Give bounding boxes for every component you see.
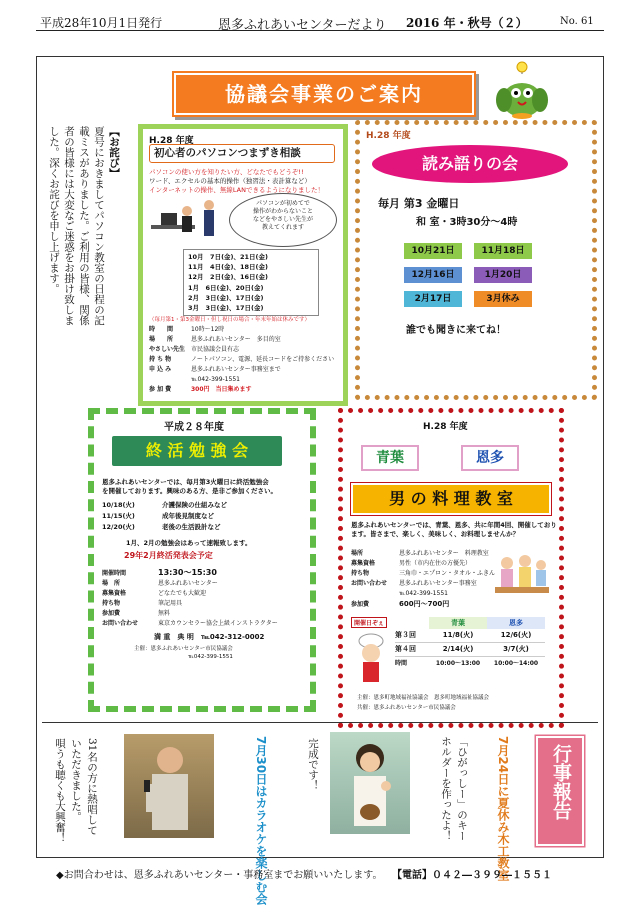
mens-cooking-class-flyer — [338, 408, 564, 728]
cooking-tag-aoba: 青葉 — [361, 445, 419, 471]
shukatsu-organizer: 主催：恩多ふれあいセンター市民協議会 — [134, 646, 233, 652]
karaoke-photo — [124, 734, 214, 838]
shukatsu-tel: ℡042-399-1551 — [188, 654, 233, 660]
pc-detail-row: 場 所 恩多ふれあいセンター 多目的室 — [149, 336, 281, 343]
pc-schedule-table — [183, 249, 319, 316]
schedule-row: 12月 2日(金)、16日(金) — [188, 273, 268, 282]
apology-line: 載ミスがありました。ご利用の皆様、関係 — [78, 126, 90, 326]
singer-photo-icon — [124, 734, 214, 838]
session-row: 11/15(火) 成年後見制度など — [102, 512, 214, 520]
shukatsu-intro: 恩多ふれあいセンターでは、毎月第3火曜日に終活勉強会 を開催しております。興味のある方、是非ご参加ください。 — [102, 478, 277, 495]
issue-date: 平成28年10月1日発行 — [40, 16, 163, 30]
pc-consultation-flyer — [138, 124, 348, 406]
reading-date-cell: 2月17日 — [404, 291, 462, 307]
schedule-row: 1月 6日(金)、20日(金) — [188, 283, 264, 292]
pc-detail-row: ℡042-399-1551 — [191, 376, 240, 383]
summer-workshop-text: 「ひがっしー」のキー ホルダーを作ったよ！ — [440, 736, 468, 841]
shukatsu-title: 終 活 勉 強 会 — [112, 436, 282, 466]
mascot-icon — [492, 60, 554, 120]
bubble-line: 操作がわからないこと — [252, 208, 313, 215]
pc-detail-row: 参 加 費 300円 当日集めます — [149, 386, 252, 393]
reading-date-cell: 12月16日 — [404, 267, 462, 283]
pc-line: インターネットの操作、無線LANできるようになりました！ — [149, 186, 324, 194]
reading-title: 読み語りの会 — [372, 145, 568, 183]
summer-workshop-title: 7月24日に夏休み木工教室 — [496, 736, 510, 882]
child-photo-icon — [330, 732, 410, 834]
cooking-details: 場所 恩多ふれあいセンター 料理教室 募集資格 男性（市内在住の方優先） 持ち物 三角巾・エプロン・タオル・ふきん お問い合わせ 恩多ふれあいセンター事務室 ℡042-399-1551 参加費 600円～700円 — [351, 550, 496, 608]
schedule-row: 3月 3日(金)、17日(金) — [188, 304, 264, 313]
schedule-row: 2月 3日(金)、17日(金) — [188, 293, 264, 302]
pc-year: H.28 年度 — [149, 136, 194, 146]
schedule-row: 11月 4日(金)、18日(金) — [188, 263, 268, 272]
cooking-row: 第３回 11/8(火) 12/6(火) — [395, 629, 545, 643]
reading-date-cell: 3月休み — [474, 291, 532, 307]
bubble-line: パソコンが初めてで — [256, 200, 310, 207]
header-rule — [36, 30, 604, 31]
workshop-photo — [330, 732, 410, 834]
event-report-label: 行事報告 — [536, 736, 584, 846]
pc-detail-row: 申 込 み 恩多ふれあいセンター事務室まで — [149, 366, 281, 373]
pc-title: 初心者のパソコンつまずき相談 — [149, 144, 335, 163]
pc-details — [149, 325, 334, 395]
cooking-people-illustration-icon — [493, 553, 551, 597]
reading-tagline: 誰でも聞きに来てね！ — [406, 325, 506, 336]
apology-line: 者の皆様には大変なご迷惑をお掛け致しま — [63, 126, 75, 326]
cooking-year: H.28 年度 — [423, 422, 468, 432]
reading-year: H.28 年度 — [366, 131, 411, 141]
issue-label: 2016 年・秋号（２） — [406, 16, 528, 30]
reading-flyer — [355, 120, 597, 400]
pc-lesson-illustration-icon — [147, 195, 227, 245]
apology-line: 夏号におきましてパソコン教室の日程の記 — [93, 126, 105, 326]
footer-contact: ◆お問合わせは、恩多ふれあいセンター・事務室までお願いいたします。 — [56, 870, 383, 881]
bubble-line: 教えてくれます — [261, 224, 304, 231]
reading-date-cell: 11月18日 — [474, 243, 532, 259]
cooking-tag-onta: 恩多 — [461, 445, 519, 471]
apology-line: した。深くお詫びを申し上げます。 — [48, 126, 60, 294]
issue-number: No. 61 — [560, 16, 594, 27]
cooking-intro: 恩多ふれあいセンターでは、青葉、恩多、共に年間4回、開催しており ます。皆さまで、楽しく、美味しく、お料理しませんか？ — [351, 521, 557, 538]
shukatsu-note: 1月、2月の勉強会はあって速報致します。 — [126, 539, 252, 547]
workshop-complete: 完成です！ — [307, 738, 319, 791]
section-banner: 協議会事業のご案内 — [174, 73, 474, 115]
pc-detail-row: 持 ち 物 ノートパソコン、電源、延長コードをご持参ください — [149, 356, 335, 363]
cooking-table-label: 開催日ぞぇ — [351, 617, 387, 628]
cooking-schedule-table: 青葉 恩多 第３回 11/8(火) 12/6(火) 第４回 2/14(火) 3/7(火) 時間 10:00～13:00 10:00～14:00 — [395, 617, 545, 670]
shukatsu-event-note: 29年2月終活発表会予定 — [124, 551, 213, 560]
cooking-row: 第４回 2/14(火) 3/7(火) — [395, 643, 545, 657]
shukatsu-details: 開催時間 13:30～15:30 場 所 恩多ふれあいセンター 募集資格 どなたでも大歓迎 持ち物 筆記用具 参加費 無料 お問い合わせ 東京カウンセラー協会上級インストラクター — [102, 568, 278, 627]
pc-detail-row: やさしい先生 市民協議会員有志 — [149, 346, 240, 353]
shukatsu-contact: 満 重 典 明 ℡042-312-0002 — [154, 633, 265, 641]
section-divider — [42, 722, 598, 723]
pc-detail-row: 時 間 10時～12時 — [149, 326, 225, 333]
newsletter-title: 恩多ふれあいセンターだより — [218, 18, 387, 33]
shukatsu-sessions — [102, 500, 227, 533]
cooking-co-organizer: 共催：恩多ふれあいセンター市民協議会 — [357, 705, 456, 711]
pc-line: ワード、エクセルの基本的操作（独習法・表計算など） — [149, 177, 311, 185]
reading-place: 和 室・3時30分～4時 — [416, 217, 518, 228]
apology-heading: 【お詫び】 — [108, 126, 120, 179]
end-of-life-seminar-flyer — [88, 408, 316, 712]
karaoke-text: 31名の方に熱唱して いただきました。 唄うも聴くも大興奮！ — [54, 738, 98, 843]
cooking-row: 時間 10:00～13:00 10:00～14:00 — [395, 660, 539, 667]
shukatsu-year: 平成２８年度 — [164, 422, 224, 433]
session-row: 12/20(火) 老後の生活設計など — [102, 523, 221, 531]
cooking-organizer: 主催：恩多町地域福祉協議会 恩多町地域福祉協議会 — [357, 695, 490, 701]
karaoke-title: 7月30日はカラオケを楽しむ会 — [254, 736, 268, 905]
reading-schedule: 毎月 第3 金曜日 — [378, 197, 460, 210]
pc-schedule-note: （毎月第1・第3金曜日・但し祝日の場合・年末年始は休みです） — [149, 317, 311, 323]
pc-speech-bubble — [229, 193, 337, 247]
reading-date-cell: 1月20日 — [474, 267, 532, 283]
cooking-title: 男 の 料 理 教 室 — [351, 483, 551, 515]
reading-date-cell: 10月21日 — [404, 243, 462, 259]
chef-illustration-icon — [351, 633, 391, 687]
schedule-row: 10月 7日(金)、21日(金) — [188, 253, 268, 261]
bubble-line: などをやさしい先生が — [252, 216, 313, 223]
footer-phone: 【電話】０４２―３９９―１５５１ — [392, 870, 552, 881]
apology-notice — [46, 126, 121, 376]
pc-line: パソコンの使い方を知りたい方、どなたでもどうぞ!! — [149, 168, 304, 176]
session-row: 10/18(火) 介護保険の仕組みなど — [102, 501, 227, 509]
